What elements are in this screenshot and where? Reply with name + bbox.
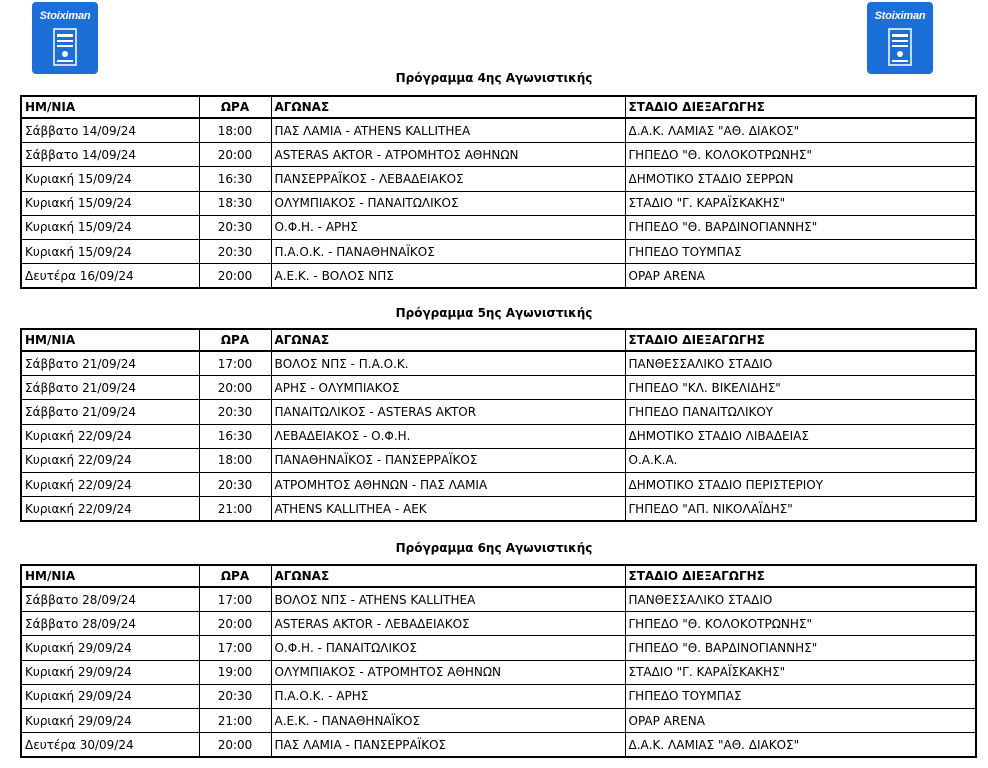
super-league-emblem-icon [888, 28, 912, 66]
cell-match: ASTERAS AKTOR - ΛΕΒΑΔΕΙΑΚΟΣ [271, 612, 625, 636]
cell-time: 18:30 [199, 191, 271, 215]
table-row [21, 733, 976, 758]
cell-time: 20:30 [199, 239, 271, 263]
cell-match: ΟΛΥΜΠΙΑΚΟΣ - ΠΑΝΑΙΤΩΛΙΚΟΣ [271, 191, 625, 215]
header-match: ΑΓΩΝΑΣ [271, 329, 625, 351]
cell-time: 20:30 [199, 684, 271, 708]
cell-venue: ΓΗΠΕΔΟ "Θ. ΚΟΛΟΚΟΤΡΩΝΗΣ" [625, 612, 976, 636]
cell-match: ATHENS KALLITHEA - ΑΕΚ [271, 497, 625, 522]
cell-date: Σάββατο 21/09/24 [21, 400, 199, 424]
cell-venue: Δ.Α.Κ. ΛΑΜΙΑΣ "ΑΘ. ΔΙΑΚΟΣ" [625, 733, 976, 758]
cell-time: 21:00 [199, 708, 271, 732]
cell-venue: ΓΗΠΕΔΟ ΤΟΥΜΠΑΣ [625, 239, 976, 263]
cell-match: Ο.Φ.Η. - ΑΡΗΣ [271, 215, 625, 239]
table-row [21, 684, 976, 708]
table-row [21, 143, 976, 167]
table-row [21, 215, 976, 239]
table-row [21, 636, 976, 660]
cell-venue: ΓΗΠΕΔΟ "ΚΛ. ΒΙΚΕΛΙΔΗΣ" [625, 376, 976, 400]
table-row [21, 472, 976, 496]
cell-match: ΠΑΣ ΛΑΜΙΑ - ΠΑΝΣΕΡΡΑΪΚΟΣ [271, 733, 625, 758]
header-venue: ΣΤΑΔΙΟ ΔΙΕΞΑΓΩΓΗΣ [625, 96, 976, 118]
cell-match: ΠΑΝΑΙΤΩΛΙΚΟΣ - ASTERAS AKTOR [271, 400, 625, 424]
cell-match: ΒΟΛΟΣ ΝΠΣ - ATHENS KALLITHEA [271, 587, 625, 612]
cell-match: ΠΑΝΣΕΡΡΑΪΚΟΣ - ΛΕΒΑΔΕΙΑΚΟΣ [271, 167, 625, 191]
round-5-table [20, 328, 977, 522]
header-match: ΑΓΩΝΑΣ [271, 565, 625, 587]
cell-date: Κυριακή 15/09/24 [21, 191, 199, 215]
cell-venue: ΔΗΜΟΤΙΚΟ ΣΤΑΔΙΟ ΠΕΡΙΣΤΕΡΙΟΥ [625, 472, 976, 496]
cell-venue: ΓΗΠΕΔΟ ΤΟΥΜΠΑΣ [625, 684, 976, 708]
cell-date: Δευτέρα 30/09/24 [21, 733, 199, 758]
cell-time: 20:30 [199, 472, 271, 496]
cell-venue: ΓΗΠΕΔΟ "Θ. ΒΑΡΔΙΝΟΓΙΑΝΝΗΣ" [625, 215, 976, 239]
cell-date: Κυριακή 22/09/24 [21, 424, 199, 448]
header-date: ΗΜ/ΝΙΑ [21, 96, 199, 118]
cell-time: 17:00 [199, 636, 271, 660]
logo-brand-text: Stoiximan [39, 10, 91, 22]
cell-date: Κυριακή 15/09/24 [21, 215, 199, 239]
cell-time: 21:00 [199, 497, 271, 522]
cell-venue: ΣΤΑΔΙΟ "Γ. ΚΑΡΑΪΣΚΑΚΗΣ" [625, 191, 976, 215]
cell-date: Κυριακή 29/09/24 [21, 684, 199, 708]
table-row [21, 400, 976, 424]
cell-time: 20:00 [199, 143, 271, 167]
table-row [21, 612, 976, 636]
cell-venue: OPAP ARENA [625, 708, 976, 732]
cell-match: ΒΟΛΟΣ ΝΠΣ - Π.Α.Ο.Κ. [271, 351, 625, 376]
table-row [21, 118, 976, 143]
cell-date: Κυριακή 29/09/24 [21, 636, 199, 660]
cell-match: Α.Ε.Κ. - ΠΑΝΑΘΗΝΑΪΚΟΣ [271, 708, 625, 732]
header-match: ΑΓΩΝΑΣ [271, 96, 625, 118]
cell-time: 20:00 [199, 612, 271, 636]
table-row [21, 239, 976, 263]
cell-date: Κυριακή 22/09/24 [21, 497, 199, 522]
cell-venue: Δ.Α.Κ. ΛΑΜΙΑΣ "ΑΘ. ΔΙΑΚΟΣ" [625, 118, 976, 143]
cell-venue: ΓΗΠΕΔΟ ΠΑΝΑΙΤΩΛΙΚΟΥ [625, 400, 976, 424]
cell-venue: ΣΤΑΔΙΟ "Γ. ΚΑΡΑΪΣΚΑΚΗΣ" [625, 660, 976, 684]
header-time: ΩΡΑ [199, 565, 271, 587]
header-time: ΩΡΑ [199, 329, 271, 351]
round-4-table [20, 95, 977, 289]
round-6-table [20, 564, 977, 758]
cell-time: 19:00 [199, 660, 271, 684]
table-row [21, 587, 976, 612]
round-4-title: Πρόγραμμα 4ης Αγωνιστικής [395, 71, 593, 85]
cell-time: 20:00 [199, 733, 271, 758]
cell-time: 16:30 [199, 424, 271, 448]
cell-date: Δευτέρα 16/09/24 [21, 264, 199, 289]
table-header-row [21, 329, 976, 351]
table-header-row [21, 96, 976, 118]
cell-match: ΛΕΒΑΔΕΙΑΚΟΣ - Ο.Φ.Η. [271, 424, 625, 448]
cell-match: ΑΡΗΣ - ΟΛΥΜΠΙΑΚΟΣ [271, 376, 625, 400]
stoiximan-logo-right [867, 2, 933, 74]
cell-time: 20:30 [199, 400, 271, 424]
cell-match: Ο.Φ.Η. - ΠΑΝΑΙΤΩΛΙΚΟΣ [271, 636, 625, 660]
cell-venue: ΠΑΝΘΕΣΣΑΛΙΚΟ ΣΤΑΔΙΟ [625, 351, 976, 376]
cell-venue: ΠΑΝΘΕΣΣΑΛΙΚΟ ΣΤΑΔΙΟ [625, 587, 976, 612]
cell-match: ΟΛΥΜΠΙΑΚΟΣ - ΑΤΡΟΜΗΤΟΣ ΑΘΗΝΩΝ [271, 660, 625, 684]
table-row [21, 167, 976, 191]
cell-match: Α.Ε.Κ. - ΒΟΛΟΣ ΝΠΣ [271, 264, 625, 289]
cell-date: Σάββατο 21/09/24 [21, 376, 199, 400]
cell-match: ΑΤΡΟΜΗΤΟΣ ΑΘΗΝΩΝ - ΠΑΣ ΛΑΜΙΑ [271, 472, 625, 496]
cell-date: Σάββατο 14/09/24 [21, 143, 199, 167]
table-row [21, 351, 976, 376]
header-date: ΗΜ/ΝΙΑ [21, 565, 199, 587]
cell-date: Σάββατο 14/09/24 [21, 118, 199, 143]
cell-venue: ΔΗΜΟΤΙΚΟ ΣΤΑΔΙΟ ΛΙΒΑΔΕΙΑΣ [625, 424, 976, 448]
cell-date: Κυριακή 15/09/24 [21, 167, 199, 191]
cell-venue: ΓΗΠΕΔΟ "Θ. ΒΑΡΔΙΝΟΓΙΑΝΝΗΣ" [625, 636, 976, 660]
table-row [21, 424, 976, 448]
table-header-row [21, 565, 976, 587]
table-row [21, 448, 976, 472]
cell-match: Π.Α.Ο.Κ. - ΑΡΗΣ [271, 684, 625, 708]
table-row [21, 708, 976, 732]
table-row [21, 497, 976, 522]
cell-time: 18:00 [199, 118, 271, 143]
stoiximan-logo-left [32, 2, 98, 74]
cell-date: Κυριακή 22/09/24 [21, 448, 199, 472]
header-date: ΗΜ/ΝΙΑ [21, 329, 199, 351]
cell-date: Κυριακή 29/09/24 [21, 660, 199, 684]
cell-time: 18:00 [199, 448, 271, 472]
table-row [21, 660, 976, 684]
cell-date: Σάββατο 28/09/24 [21, 612, 199, 636]
header-time: ΩΡΑ [199, 96, 271, 118]
cell-match: Π.Α.Ο.Κ. - ΠΑΝΑΘΗΝΑΪΚΟΣ [271, 239, 625, 263]
cell-match: ASTERAS AKTOR - ΑΤΡΟΜΗΤΟΣ ΑΘΗΝΩΝ [271, 143, 625, 167]
header-venue: ΣΤΑΔΙΟ ΔΙΕΞΑΓΩΓΗΣ [625, 329, 976, 351]
cell-venue: OPAP ARENA [625, 264, 976, 289]
cell-time: 17:00 [199, 587, 271, 612]
table-row [21, 191, 976, 215]
cell-date: Κυριακή 29/09/24 [21, 708, 199, 732]
header-venue: ΣΤΑΔΙΟ ΔΙΕΞΑΓΩΓΗΣ [625, 565, 976, 587]
table-row [21, 376, 976, 400]
logo-brand-text: Stoiximan [874, 10, 926, 22]
cell-match: ΠΑΝΑΘΗΝΑΪΚΟΣ - ΠΑΝΣΕΡΡΑΪΚΟΣ [271, 448, 625, 472]
cell-time: 20:00 [199, 264, 271, 289]
round-5-title: Πρόγραμμα 5ης Αγωνιστικής [395, 306, 593, 320]
cell-venue: ΓΗΠΕΔΟ "Θ. ΚΟΛΟΚΟΤΡΩΝΗΣ" [625, 143, 976, 167]
round-6-title: Πρόγραμμα 6ης Αγωνιστικής [395, 541, 593, 555]
super-league-emblem-icon [53, 28, 77, 66]
cell-venue: Ο.Α.Κ.Α. [625, 448, 976, 472]
cell-match: ΠΑΣ ΛΑΜΙΑ - ATHENS KALLITHEA [271, 118, 625, 143]
cell-date: Σάββατο 28/09/24 [21, 587, 199, 612]
cell-time: 17:00 [199, 351, 271, 376]
table-row [21, 264, 976, 289]
cell-date: Σάββατο 21/09/24 [21, 351, 199, 376]
cell-date: Κυριακή 22/09/24 [21, 472, 199, 496]
cell-date: Κυριακή 15/09/24 [21, 239, 199, 263]
cell-time: 20:00 [199, 376, 271, 400]
cell-time: 20:30 [199, 215, 271, 239]
cell-time: 16:30 [199, 167, 271, 191]
cell-venue: ΓΗΠΕΔΟ "ΑΠ. ΝΙΚΟΛΑΪΔΗΣ" [625, 497, 976, 522]
cell-venue: ΔΗΜΟΤΙΚΟ ΣΤΑΔΙΟ ΣΕΡΡΩΝ [625, 167, 976, 191]
